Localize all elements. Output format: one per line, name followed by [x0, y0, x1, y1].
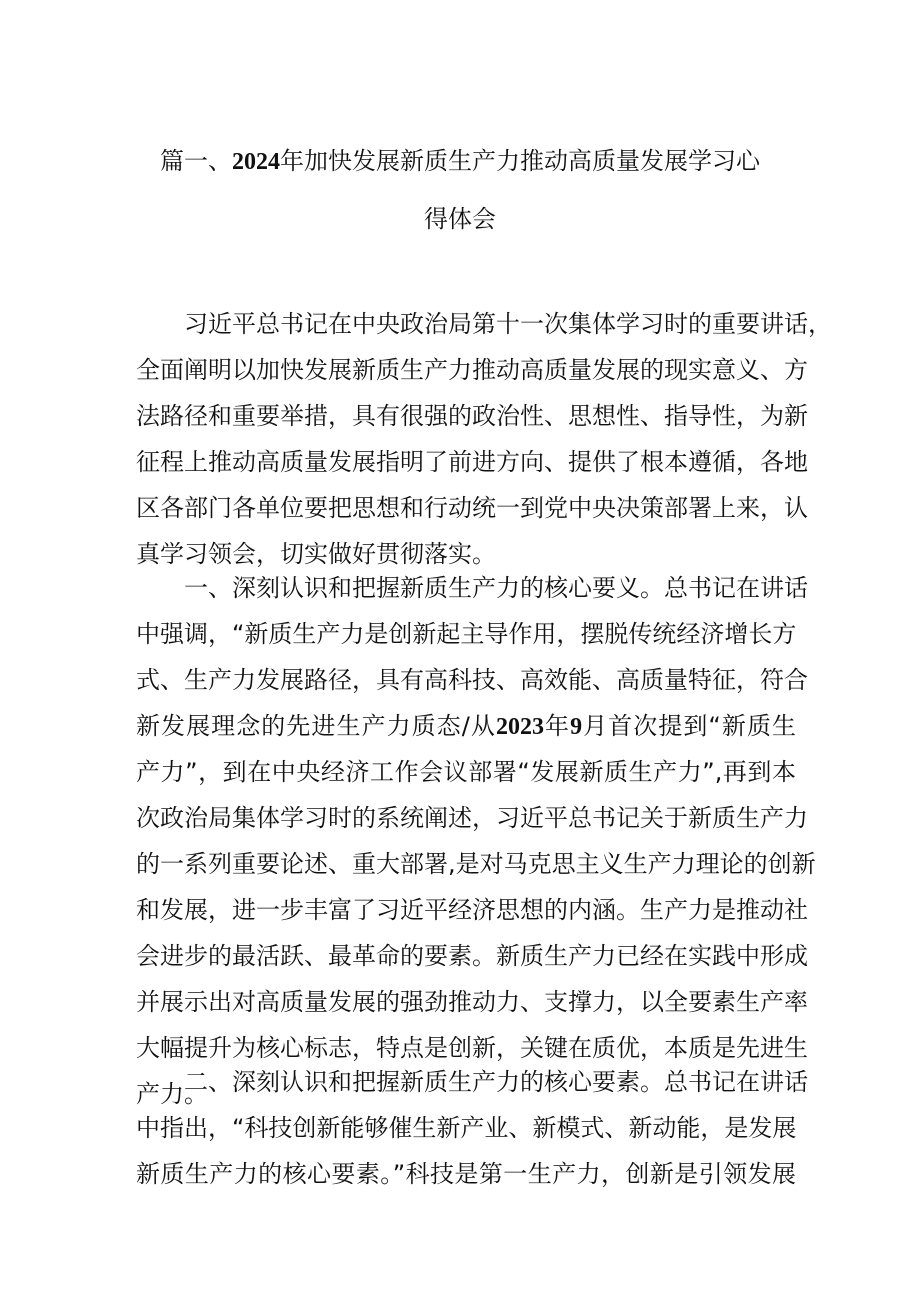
month-number: 9 — [570, 714, 583, 740]
title-suffix: 年加快发展新质生产力推动高质量发展学习心 — [280, 147, 760, 175]
paragraph-line: 并展示出对高质量发展的强劲推动力、支撑力，以全要素生产率 — [136, 988, 808, 1016]
paragraph-line: 次政治局集体学习时的系统阐述，习近平总书记关于新质生产力 — [136, 804, 808, 832]
paragraph-line: 产力。 — [136, 1080, 208, 1108]
paragraph-line: 习近平总书记在中央政治局第十一次集体学习时的重要讲话， — [184, 310, 832, 338]
paragraph-line: 一、深刻认识和把握新质生产力的核心要义。总书记在讲话 — [184, 574, 808, 602]
paragraph-intro — [136, 301, 832, 577]
paragraph-line: 会进步的最活跃、最革命的要素。新质生产力已经在实践中形成 — [136, 942, 808, 970]
paragraph-line: 中强调，“新质生产力是创新起主导作用，摆脱传统经济增长方 — [136, 620, 797, 648]
paragraph-line: 真学习领会，切实做好贯彻落实。 — [136, 540, 496, 568]
title-year: 2024 — [232, 149, 280, 175]
paragraph-line: 中指出，“科技创新能够催生新产业、新模式、新动能，是发展 — [136, 1114, 797, 1142]
paragraph-line: 二、深刻认识和把握新质生产力的核心要素。总书记在讲话 — [184, 1068, 808, 1096]
paragraph-line: 产力”，到在中央经济工作会议部署“发展新质生产力”,再到本 — [136, 758, 796, 786]
line-text: 月首次提到“新质生 — [582, 712, 797, 740]
paragraph-line: 式、生产力发展路径，具有高科技、高效能、高质量特征，符合 — [136, 666, 808, 694]
paragraph-line: 征程上推动高质量发展指明了前进方向、提供了根本遵循，各地 — [136, 448, 808, 476]
paragraph-line: 大幅提升为核心标志，特点是创新，关键在质优，本质是先进生 — [136, 1034, 808, 1062]
paragraph-section-one — [136, 565, 816, 1117]
paragraph-section-two — [136, 1059, 808, 1197]
year-number: 2023 — [495, 714, 544, 740]
paragraph-line: 的一系列重要论述、重大部署,是对马克思主义生产力理论的创新 — [136, 850, 816, 878]
title-prefix: 篇一、 — [160, 147, 232, 175]
paragraph-line: 和发展，进一步丰富了习近平经济思想的内涵。生产力是推动社 — [136, 896, 808, 924]
line-text: 年 — [543, 712, 571, 740]
paragraph-line: 新质生产力的核心要素。”科技是第一生产力，创新是引领发展 — [136, 1160, 796, 1188]
paragraph-line: 全面阐明以加快发展新质生产力推动高质量发展的现实意义、方 — [136, 356, 808, 384]
document-title-line-1 — [100, 146, 820, 177]
document-title-line-2: 得体会 — [424, 205, 496, 233]
line-text: 新发展理念的先进生产力质态/从 — [136, 712, 496, 740]
paragraph-line: 区各部门各单位要把思想和行动统一到党中央决策部署上来，认 — [136, 494, 808, 522]
paragraph-line — [136, 703, 796, 749]
paragraph-line: 法路径和重要举措，具有很强的政治性、思想性、指导性，为新 — [136, 402, 808, 430]
